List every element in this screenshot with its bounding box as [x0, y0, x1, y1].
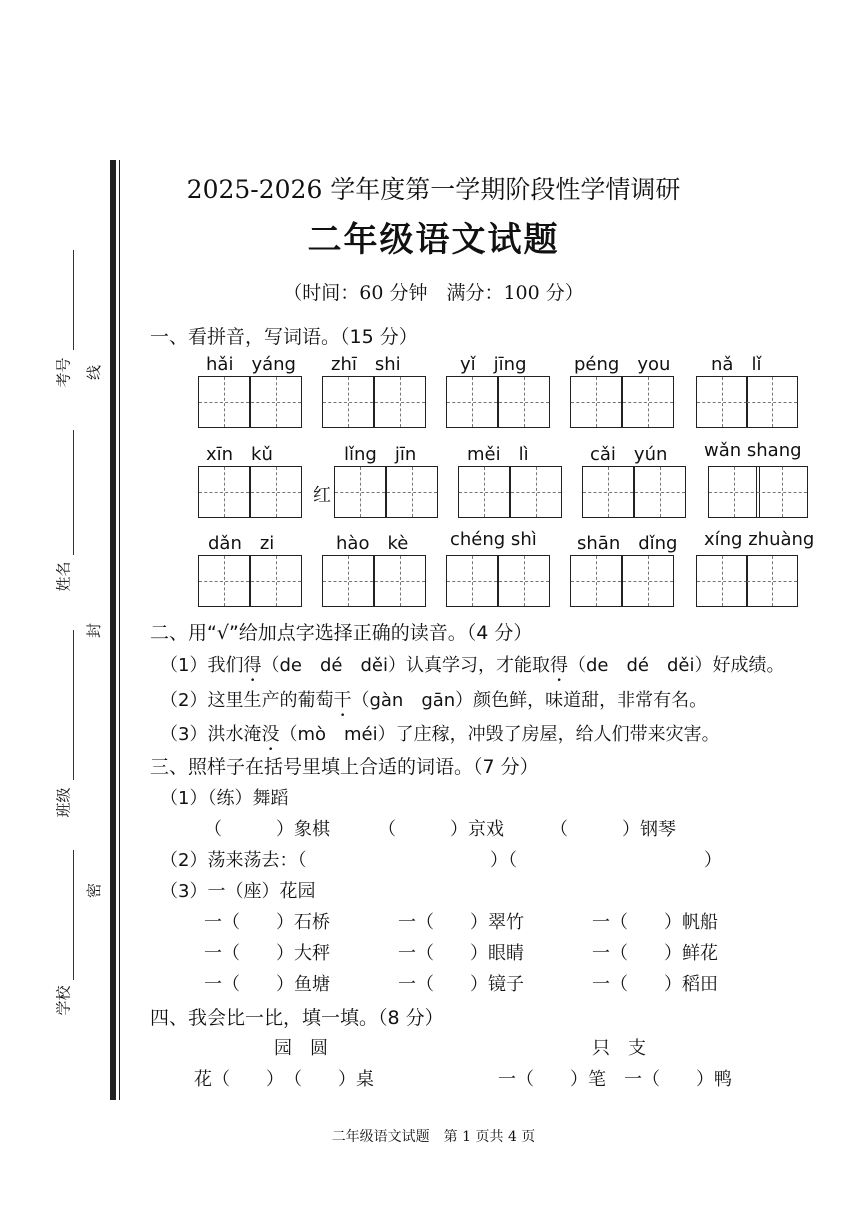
writing-grid[interactable]	[250, 555, 302, 607]
sidebar-name: 姓名	[54, 561, 73, 592]
section2-question-2	[160, 686, 707, 721]
section3-question-2: （2）荡来荡去：（	[160, 850, 307, 871]
q3-text-b: （mò méi）了庄稼，冲毁了房屋，给人们带来灾害。	[279, 724, 720, 745]
pinyin: chéng shì	[450, 529, 537, 550]
measure-word-item[interactable]: 一（ ）眼睛	[398, 943, 524, 964]
sidebar-class: 班级	[54, 787, 73, 818]
writing-grid[interactable]	[386, 466, 438, 518]
measure-word-item[interactable]: 一（ ）稻田	[592, 974, 718, 995]
sidebar-exam-no: 考号	[54, 357, 73, 388]
pinyin: xīn kǔ	[206, 444, 273, 465]
q2-text-b: （gàn gān）颜色鲜，味道甜，非常有名。	[351, 690, 708, 711]
writing-grid[interactable]	[446, 376, 498, 428]
writing-grid[interactable]	[334, 466, 386, 518]
writing-grid[interactable]	[696, 376, 748, 428]
writing-grid[interactable]	[570, 555, 622, 607]
q1-text-a: （1）我们	[160, 655, 244, 676]
writing-grid[interactable]	[582, 466, 634, 518]
fill-blank-item[interactable]: （ ）京戏	[378, 819, 504, 840]
sidebar-name-rule	[73, 430, 74, 555]
measure-word-item[interactable]: 一（ ）大秤	[204, 943, 330, 964]
pinyin: xíng zhuàng	[704, 529, 815, 550]
writing-grid[interactable]	[198, 376, 250, 428]
writing-grid[interactable]	[622, 555, 674, 607]
q1-text-c: （de dé děi）好成绩。	[567, 655, 785, 676]
writing-grid[interactable]	[374, 555, 426, 607]
sidebar-school: 学校	[54, 985, 73, 1016]
pinyin: yǐ jīng	[460, 354, 527, 375]
pinyin: shān dǐng	[577, 533, 678, 554]
measure-word-item[interactable]: 一（ ）石桥	[204, 912, 330, 933]
sidebar-school-rule	[73, 850, 74, 980]
page-footer: 二年级语文试题 第 1 页共 4 页	[331, 1129, 536, 1145]
writing-grid[interactable]	[198, 555, 250, 607]
pinyin: lǐng jīn	[344, 444, 417, 465]
pinyin: wǎn shang	[704, 440, 802, 461]
writing-grid[interactable]	[374, 376, 426, 428]
section4-line-2[interactable]: 一（ ）笔 一（ ）鸭	[498, 1069, 732, 1090]
section3-heading: 三、照样子在括号里填上合适的词语。（7 分）	[150, 756, 539, 778]
section3-q2-mid[interactable]: ）（	[490, 850, 517, 871]
exam-subject-title: 二年级语文试题	[307, 220, 560, 260]
pinyin: nǎ lǐ	[711, 354, 762, 375]
pinyin: zhī shi	[331, 354, 401, 375]
section3-q2-end[interactable]: ）	[704, 850, 722, 871]
writing-grid[interactable]	[322, 555, 374, 607]
exam-title: 2025-2026 学年度第一学期阶段性学情调研	[186, 175, 681, 204]
prefix-hong: 红	[313, 485, 331, 506]
measure-word-item[interactable]: 一（ ）镜子	[398, 974, 524, 995]
measure-word-item[interactable]: 一（ ）鲜花	[592, 943, 718, 964]
writing-grid[interactable]	[622, 376, 674, 428]
pinyin: dǎn zi	[208, 533, 275, 554]
pinyin: hǎi yáng	[206, 354, 296, 375]
section4-line-1[interactable]: 花（ ） （ ）桌	[194, 1069, 374, 1090]
q1-dotted-char-1: 得	[243, 655, 262, 676]
q1-text-b: （de dé děi）认真学习，才能取	[261, 655, 550, 676]
writing-grid[interactable]	[746, 555, 798, 607]
pinyin: měi lì	[467, 444, 529, 465]
writing-grid[interactable]	[322, 376, 374, 428]
writing-grid[interactable]	[570, 376, 622, 428]
pinyin: cǎi yún	[590, 444, 668, 465]
pinyin: hào kè	[336, 533, 409, 554]
writing-grid[interactable]	[708, 466, 760, 518]
q1-dotted-char-2: 得	[549, 655, 568, 676]
exam-time-score: （时间：60 分钟 满分：100 分）	[283, 282, 584, 304]
section1-heading: 一、看拼音，写词语。（15 分）	[150, 326, 418, 348]
writing-grid[interactable]	[634, 466, 686, 518]
measure-word-item[interactable]: 一（ ）翠竹	[398, 912, 524, 933]
writing-grid[interactable]	[446, 555, 498, 607]
section4-heading: 四、我会比一比，填一填。（8 分）	[150, 1007, 444, 1029]
pinyin: péng you	[574, 354, 671, 375]
fill-blank-item[interactable]: （ ）象棋	[204, 819, 330, 840]
section2-question-1	[160, 651, 784, 686]
writing-grid[interactable]	[498, 555, 550, 607]
writing-grid[interactable]	[198, 466, 250, 518]
section2-question-3	[160, 720, 720, 755]
writing-grid[interactable]	[746, 376, 798, 428]
writing-grid[interactable]	[250, 376, 302, 428]
sidebar-xian: 线	[85, 364, 104, 381]
q3-dotted-char: 没	[261, 724, 280, 745]
sidebar-feng: 封	[85, 622, 104, 639]
section3-question-1: （1）（练）舞蹈	[160, 788, 289, 809]
q3-text-a: （3）洪水淹	[160, 724, 262, 745]
writing-grid[interactable]	[458, 466, 510, 518]
section4-pair-1: 园 圆	[274, 1038, 328, 1059]
sidebar-mi: 密	[85, 882, 104, 899]
measure-word-item[interactable]: 一（ ）鱼塘	[204, 974, 330, 995]
measure-word-item[interactable]: 一（ ）帆船	[592, 912, 718, 933]
section2-heading: 二、用“√”给加点字选择正确的读音。（4 分）	[150, 622, 533, 644]
writing-grid[interactable]	[498, 376, 550, 428]
section3-question-3: （3）一（座）花园	[160, 881, 316, 902]
sidebar-class-rule	[73, 630, 74, 780]
writing-grid[interactable]	[756, 466, 808, 518]
q2-text-a: （2）这里生产的葡萄	[160, 690, 334, 711]
q2-dotted-char: 干	[333, 690, 352, 711]
writing-grid[interactable]	[510, 466, 562, 518]
section4-pair-2: 只 支	[592, 1038, 646, 1059]
writing-grid[interactable]	[696, 555, 748, 607]
fill-blank-item[interactable]: （ ）钢琴	[550, 819, 676, 840]
writing-grid[interactable]	[250, 466, 302, 518]
